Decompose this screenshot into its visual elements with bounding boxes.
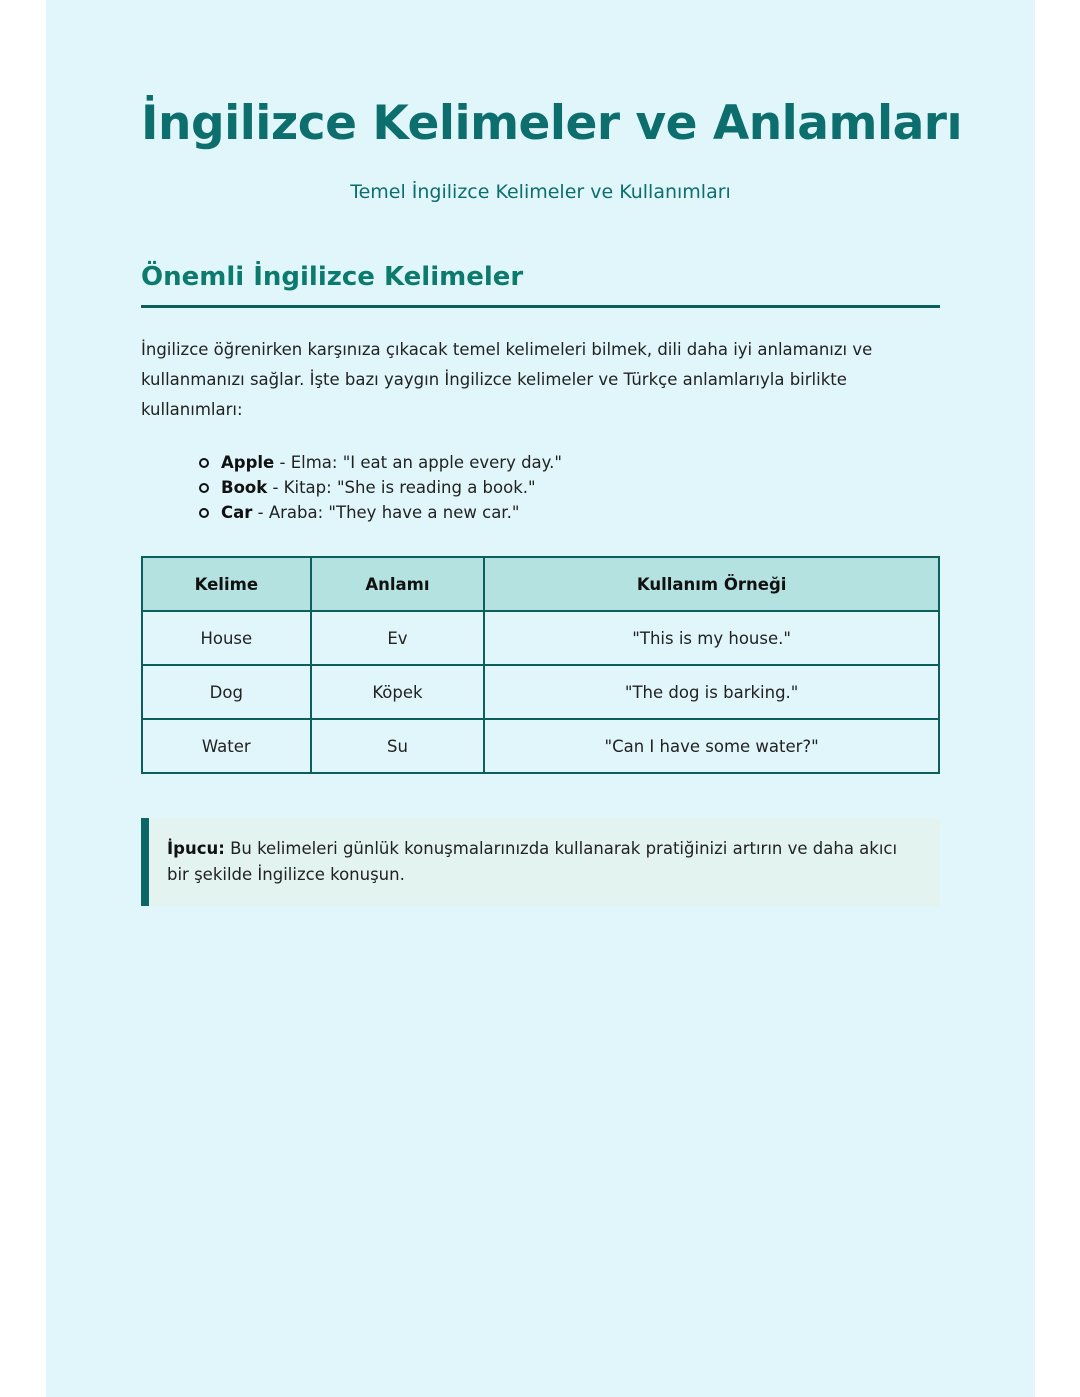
table-row: [142, 719, 939, 773]
vocab-list: [199, 450, 562, 525]
table-cell: Su: [311, 719, 485, 773]
vocab-meaning: - Elma: "I eat an apple every day.": [274, 453, 562, 472]
tip-callout: [141, 818, 940, 906]
vocabulary-table: [141, 556, 940, 774]
list-item: [199, 475, 562, 500]
vocab-word: Book: [221, 478, 268, 497]
vocab-word: Car: [221, 503, 253, 522]
vocab-meaning: - Kitap: "She is reading a book.": [267, 478, 536, 497]
table-cell: Ev: [311, 611, 485, 665]
vocab-word: Apple: [221, 453, 275, 472]
list-item: [199, 500, 562, 525]
page-subtitle: Temel İngilizce Kelimeler ve Kullanımları: [350, 181, 731, 203]
table-cell: Köpek: [311, 665, 485, 719]
table-cell: "Can I have some water?": [484, 719, 939, 773]
table-cell: "The dog is barking.": [484, 665, 939, 719]
column-header-word: Kelime: [142, 557, 311, 611]
column-header-meaning: Anlamı: [311, 557, 485, 611]
table-row: [142, 665, 939, 719]
table-header-row: [142, 557, 939, 611]
table-cell: "This is my house.": [484, 611, 939, 665]
table-cell: House: [142, 611, 311, 665]
circle-bullet-icon: [199, 508, 209, 518]
list-item: [199, 450, 562, 475]
tip-label: İpucu:: [167, 839, 225, 858]
page-title: İngilizce Kelimeler ve Anlamları: [141, 96, 963, 151]
circle-bullet-icon: [199, 458, 209, 468]
table-row: [142, 611, 939, 665]
intro-paragraph: İngilizce öğrenirken karşınıza çıkacak temel kelimeleri bilmek, dili daha iyi anlamanızı ve kullanmanızı sağlar. İşte bazı yaygın İngilizce kelimeler ve Türkçe anlamlarıyla birlikte kullanımları:: [141, 340, 873, 419]
circle-bullet-icon: [199, 483, 209, 493]
table-cell: Water: [142, 719, 311, 773]
tip-text: Bu kelimeleri günlük konuşmalarınızda kullanarak pratiğinizi artırın ve daha akıcı bir şekilde İngilizce konuşun.: [167, 839, 898, 884]
column-header-example: Kullanım Örneği: [484, 557, 939, 611]
section-divider: [141, 305, 940, 308]
table-cell: Dog: [142, 665, 311, 719]
vocab-meaning: - Araba: "They have a new car.": [252, 503, 520, 522]
document-page: [46, 0, 1035, 1397]
section-heading: Önemli İngilizce Kelimeler: [141, 262, 524, 292]
